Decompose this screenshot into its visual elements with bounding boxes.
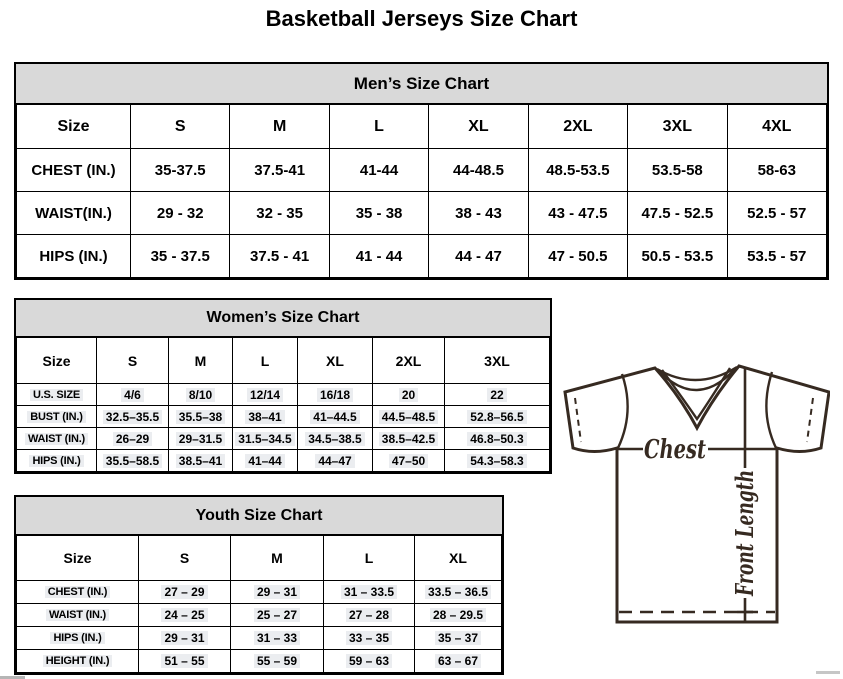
value-cell: [628, 235, 727, 278]
cell-text: 26–29: [113, 432, 152, 446]
value-cell: [727, 235, 826, 278]
cell-text: 35.5–38: [176, 410, 225, 424]
cell-text: 31 – 33.5: [341, 585, 397, 599]
value-cell: [329, 235, 428, 278]
row-label: [17, 406, 97, 428]
cell-text: 4/6: [121, 388, 144, 402]
row-label: [17, 581, 139, 604]
row-label: [17, 384, 97, 406]
cell-text: WAIST (IN.): [46, 609, 109, 621]
column-header: 2XL: [373, 338, 445, 384]
jersey-measurement-diagram: [558, 360, 830, 630]
value-cell: [169, 384, 233, 406]
column-header: S: [131, 105, 230, 149]
value-cell: [445, 428, 550, 450]
row-label: [17, 235, 131, 278]
value-cell: [373, 428, 445, 450]
column-header: L: [233, 338, 298, 384]
value-cell: [139, 627, 231, 650]
cell-text: 46.8–50.3: [467, 432, 526, 446]
front-length-label: Front Length: [730, 418, 759, 596]
table-row: [17, 428, 550, 450]
value-cell: [233, 406, 298, 428]
value-cell: [727, 149, 826, 192]
value-cell: [230, 192, 329, 235]
value-cell: [445, 450, 550, 472]
cell-text: 52.8–56.5: [467, 410, 526, 424]
cell-text: 29 – 31: [161, 631, 207, 645]
womens-size-chart: [14, 298, 552, 474]
cell-text: 33.5 – 36.5: [425, 585, 491, 599]
cell-text: WAIST(IN.): [35, 204, 112, 222]
cell-text: 59 – 63: [346, 654, 392, 668]
cell-text: 33 – 35: [346, 631, 392, 645]
table-row: [17, 581, 502, 604]
cell-text: 35.5–58.5: [103, 454, 162, 468]
cell-text: 8/10: [186, 388, 215, 402]
value-cell: [324, 650, 415, 673]
table-row: [17, 650, 502, 673]
cell-text: 48.5-53.5: [546, 161, 610, 179]
right-armhole-seam: [766, 372, 776, 448]
cell-text: 44-48.5: [453, 161, 504, 179]
chest-label: Chest: [644, 435, 706, 465]
column-header: XL: [429, 105, 528, 149]
youth-table: [16, 535, 502, 673]
cell-text: 47.5 - 52.5: [641, 204, 714, 222]
value-cell: [329, 149, 428, 192]
row-label: [17, 627, 139, 650]
cell-text: 51 – 55: [161, 654, 207, 668]
value-cell: [298, 384, 373, 406]
column-header: L: [329, 105, 428, 149]
value-cell: [298, 450, 373, 472]
value-cell: [298, 406, 373, 428]
table-row: [17, 384, 550, 406]
value-cell: [231, 581, 324, 604]
cell-text: 52.5 - 57: [747, 204, 807, 222]
table-row: [17, 149, 827, 192]
value-cell: [373, 406, 445, 428]
cell-text: 55 – 59: [254, 654, 300, 668]
cell-text: 41 - 44: [355, 247, 403, 265]
value-cell: [415, 604, 502, 627]
value-cell: [233, 384, 298, 406]
column-header: L: [324, 536, 415, 581]
value-cell: [169, 406, 233, 428]
cell-text: 47 - 50.5: [548, 247, 608, 265]
cell-text: 25 – 27: [254, 608, 300, 622]
cell-text: BUST (IN.): [27, 411, 85, 423]
value-cell: [231, 604, 324, 627]
cell-text: 34.5–38.5: [305, 432, 364, 446]
cell-text: 47–50: [389, 454, 428, 468]
womens-chart-header: Women’s Size Chart: [16, 300, 550, 337]
table-row: [17, 450, 550, 472]
column-header: 2XL: [528, 105, 627, 149]
value-cell: [231, 650, 324, 673]
value-cell: [298, 428, 373, 450]
cell-text: 41-44: [359, 161, 399, 179]
value-cell: [97, 384, 169, 406]
value-cell: [628, 149, 727, 192]
value-cell: [429, 235, 528, 278]
value-cell: [445, 384, 550, 406]
value-cell: [324, 604, 415, 627]
row-label: [17, 428, 97, 450]
value-cell: [324, 627, 415, 650]
cell-text: WAIST (IN.): [25, 433, 88, 445]
value-cell: [429, 149, 528, 192]
column-header: Size: [17, 105, 131, 149]
row-label: [17, 604, 139, 627]
cell-text: 29 - 32: [156, 204, 204, 222]
cell-text: 38 - 43: [455, 204, 502, 222]
value-cell: [131, 235, 230, 278]
cell-text: CHEST (IN.): [31, 161, 116, 179]
cell-text: 29 – 31: [254, 585, 300, 599]
cell-text: 38–41: [245, 410, 284, 424]
womens-table: [16, 337, 550, 472]
cell-text: 53.5 - 57: [747, 247, 807, 265]
left-armhole-seam: [618, 374, 628, 448]
value-cell: [131, 192, 230, 235]
value-cell: [97, 428, 169, 450]
row-label: [17, 192, 131, 235]
cell-text: 54.3–58.3: [467, 454, 526, 468]
cell-text: 43 - 47.5: [548, 204, 608, 222]
cell-text: 35 - 37.5: [150, 247, 210, 265]
value-cell: [139, 604, 231, 627]
table-row: [17, 192, 827, 235]
cell-text: 20: [399, 388, 418, 402]
cell-text: 41–44.5: [310, 410, 359, 424]
value-cell: [373, 450, 445, 472]
cell-text: HIPS (IN.): [29, 455, 83, 467]
value-cell: [329, 192, 428, 235]
cell-text: 41–44: [245, 454, 284, 468]
row-label: [17, 450, 97, 472]
column-header: S: [97, 338, 169, 384]
cell-text: 58-63: [757, 161, 796, 179]
cell-text: 53.5-58: [651, 161, 703, 179]
value-cell: [373, 384, 445, 406]
cell-text: 38.5–41: [176, 454, 225, 468]
value-cell: [233, 450, 298, 472]
value-cell: [628, 192, 727, 235]
value-cell: [324, 581, 415, 604]
scrollbar-fragment-right: [816, 671, 840, 674]
cell-text: 29–31.5: [176, 432, 225, 446]
value-cell: [415, 627, 502, 650]
column-header: Size: [17, 536, 139, 581]
cell-text: HIPS (IN.): [50, 632, 104, 644]
jersey-outline: [565, 366, 829, 622]
column-header: M: [230, 105, 329, 149]
mens-chart-header: Men’s Size Chart: [16, 64, 827, 104]
left-cuff-stitch: [575, 398, 581, 442]
value-cell: [528, 192, 627, 235]
cell-text: 44.5–48.5: [379, 410, 438, 424]
cell-text: 27 – 29: [161, 585, 207, 599]
cell-text: CHEST (IN.): [45, 586, 111, 598]
value-cell: [231, 627, 324, 650]
value-cell: [97, 450, 169, 472]
cell-text: 63 – 67: [435, 654, 481, 668]
value-cell: [230, 149, 329, 192]
cell-text: 44–47: [315, 454, 354, 468]
value-cell: [528, 149, 627, 192]
column-header: 3XL: [628, 105, 727, 149]
cell-text: 37.5-41: [254, 161, 306, 179]
column-header: M: [169, 338, 233, 384]
youth-size-chart: [14, 495, 504, 675]
cell-text: 38.5–42.5: [379, 432, 438, 446]
cell-text: 35 - 38: [355, 204, 403, 222]
mens-size-chart: [14, 62, 829, 280]
cell-text: 31.5–34.5: [235, 432, 294, 446]
cell-text: 27 – 28: [346, 608, 392, 622]
cell-text: 50.5 - 53.5: [641, 247, 714, 265]
value-cell: [131, 149, 230, 192]
row-label: [17, 149, 131, 192]
value-cell: [169, 428, 233, 450]
value-cell: [429, 192, 528, 235]
table-row: [17, 235, 827, 278]
column-header: 4XL: [727, 105, 826, 149]
value-cell: [139, 650, 231, 673]
column-header: Size: [17, 338, 97, 384]
value-cell: [445, 406, 550, 428]
cell-text: 32.5–35.5: [103, 410, 162, 424]
table-row: [17, 627, 502, 650]
row-label: [17, 650, 139, 673]
column-header: M: [231, 536, 324, 581]
youth-chart-header: Youth Size Chart: [16, 497, 502, 535]
cell-text: 31 – 33: [254, 631, 300, 645]
table-row: [17, 406, 550, 428]
value-cell: [97, 406, 169, 428]
cell-text: 35 – 37: [435, 631, 481, 645]
value-cell: [139, 581, 231, 604]
column-header: XL: [415, 536, 502, 581]
value-cell: [169, 450, 233, 472]
cell-text: HEIGHT (IN.): [43, 655, 113, 667]
value-cell: [233, 428, 298, 450]
cell-text: 24 – 25: [161, 608, 207, 622]
cell-text: 28 – 29.5: [430, 608, 486, 622]
cell-text: 16/18: [317, 388, 353, 402]
value-cell: [415, 581, 502, 604]
cell-text: HIPS (IN.): [39, 247, 108, 265]
value-cell: [727, 192, 826, 235]
cell-text: 22: [487, 388, 506, 402]
page-title: Basketball Jerseys Size Chart: [265, 6, 578, 31]
cell-text: 12/14: [247, 388, 283, 402]
value-cell: [415, 650, 502, 673]
mens-table: [16, 104, 827, 278]
value-cell: [528, 235, 627, 278]
cell-text: 32 - 35: [256, 204, 303, 222]
column-header: XL: [298, 338, 373, 384]
cell-text: 35-37.5: [154, 161, 206, 179]
column-header: 3XL: [445, 338, 550, 384]
right-cuff-stitch: [807, 398, 813, 442]
cell-text: 44 - 47: [455, 247, 502, 265]
value-cell: [230, 235, 329, 278]
column-header: S: [139, 536, 231, 581]
cell-text: 37.5 - 41: [250, 247, 310, 265]
cell-text: U.S. SIZE: [30, 389, 83, 401]
table-row: [17, 604, 502, 627]
